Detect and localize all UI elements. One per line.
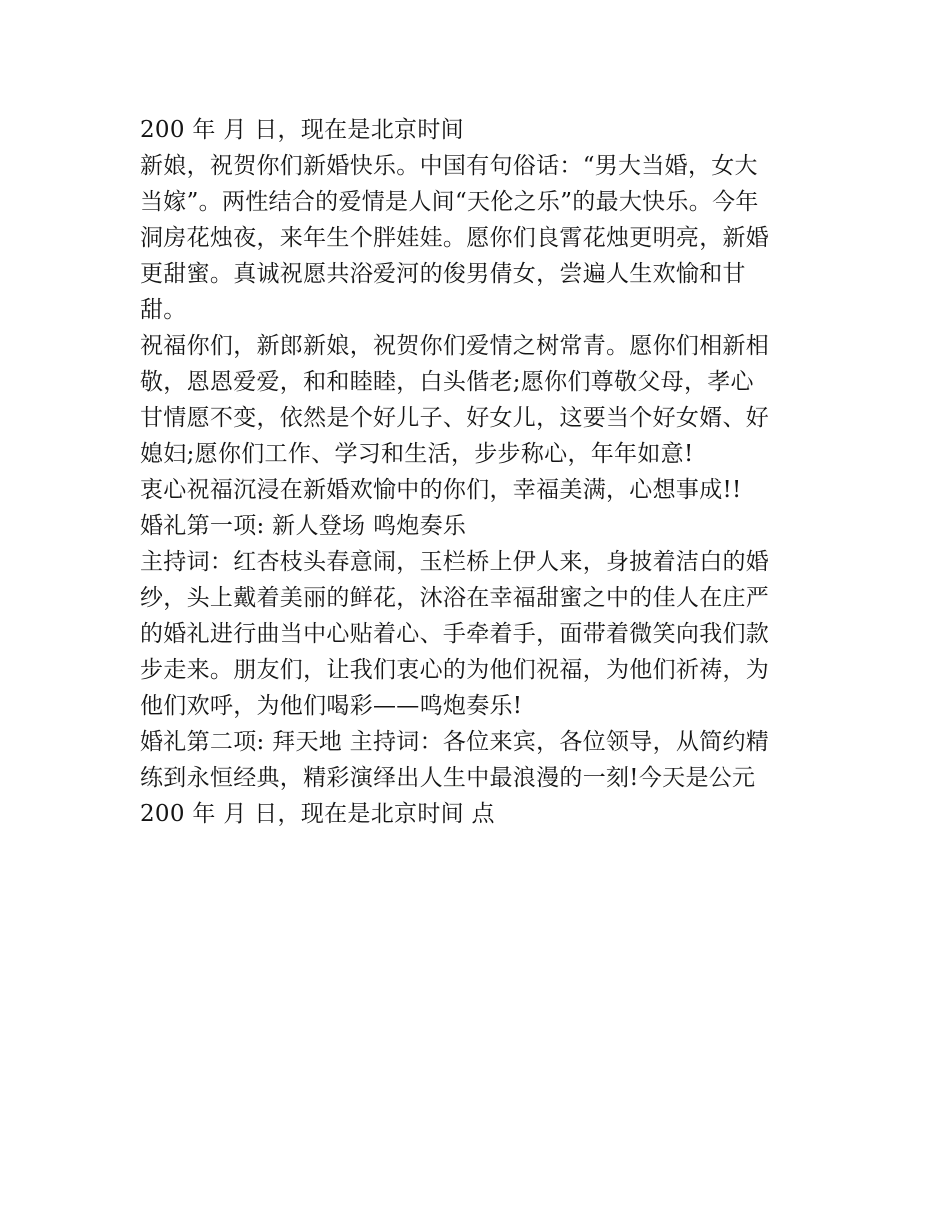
- text-line: 200 年 月 日，现在是北京时间 点: [140, 801, 495, 827]
- text-line: 纱，头上戴着美丽的鲜花，沐浴在幸福甜蜜之中的佳人在庄严: [140, 585, 770, 611]
- text-line: 甜。: [140, 297, 187, 323]
- document-body: [140, 112, 830, 832]
- text-line: 他们欢呼，为他们喝彩——鸣炮奏乐!: [140, 693, 523, 719]
- text-line: 200 年 月 日，现在是北京时间: [140, 117, 464, 143]
- text-line: 祝福你们，新郎新娘，祝贺你们爱情之树常青。愿你们相新相: [140, 333, 770, 359]
- text-line: 媳妇;愿你们工作、学习和生活，步步称心，年年如意!: [140, 441, 694, 467]
- text-line: 的婚礼进行曲当中心贴着心、手牵着手，面带着微笑向我们款: [140, 621, 770, 647]
- text-line: 步走来。朋友们，让我们衷心的为他们祝福，为他们祈祷，为: [140, 657, 770, 683]
- text-line: 敬，恩恩爱爱，和和睦睦，白头偕老;愿你们尊敬父母，孝心: [140, 369, 754, 395]
- text-line: 更甜蜜。真诚祝愿共浴爱河的俊男倩女，尝遍人生欢愉和甘: [140, 261, 746, 287]
- section-heading: 婚礼第二项: 拜天地 主持词：各位来宾，各位领导，从简约精: [140, 729, 770, 755]
- text-line: 主持词：红杏枝头春意闹，玉栏桥上伊人来，身披着洁白的婚: [140, 549, 770, 575]
- text-line: 洞房花烛夜，来年生个胖娃娃。愿你们良霄花烛更明亮，新婚: [140, 225, 770, 251]
- text-line: 当嫁”。两性结合的爱情是人间“天伦之乐”的最大快乐。今年: [140, 189, 759, 215]
- text-line: 甘情愿不变，依然是个好儿子、好女儿，这要当个好女婿、好: [140, 405, 770, 431]
- text-line: 新娘，祝贺你们新婚快乐。中国有句俗话：“男大当婚，女大: [140, 153, 758, 179]
- text-line: 练到永恒经典，精彩演绎出人生中最浪漫的一刻!今天是公元: [140, 765, 756, 791]
- text-line: 衷心祝福沉浸在新婚欢愉中的你们，幸福美满，心想事成!!: [140, 477, 742, 503]
- section-heading: 婚礼第一项: 新人登场 鸣炮奏乐: [140, 513, 467, 539]
